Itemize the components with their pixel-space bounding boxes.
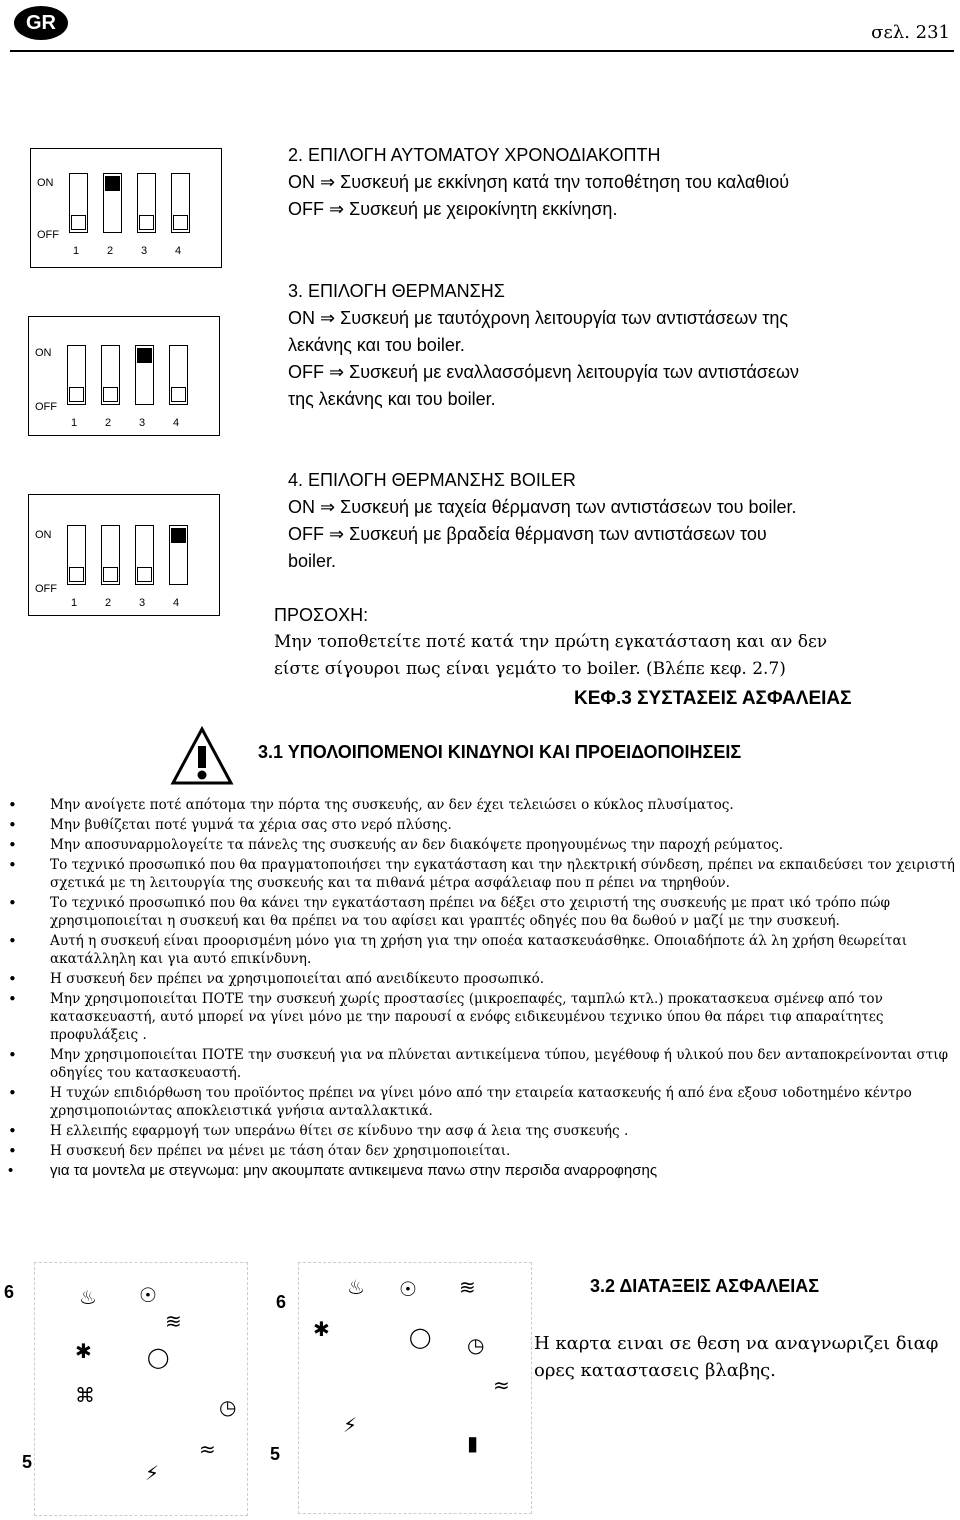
list-item: • Η συσκευή δεν πρέπει να χρησιμοποιείται από ανειδίκευτο προσωπικό. [8, 970, 958, 988]
wash-icon: ≋ [165, 1309, 182, 1333]
dip-switch-figure-4 [28, 494, 220, 616]
switch-number: 3 [139, 417, 146, 429]
list-item: • για τα μοντελα με στεγνωμα: μην ακουμπατε αντικειμενα πανω στην περσιδα αναρροφησης [8, 1162, 958, 1180]
clock-icon: ◷ [467, 1333, 485, 1357]
section-3-1-title: 3.1 ΥΠΟΛΟΙΠΟΜΕΝΟΙ ΚΙΝΔΥΝΟΙ ΚΑΙ ΠΡΟΕΙΔΟΠΟΙΗΣΕΙΣ [258, 742, 742, 762]
dip-switch-2 [101, 525, 120, 585]
list-item: • Η ελλειπής εφαρμογή των υπεράνω θίτει σε κίνδυνο την ασφ ά λεια της συσκευής . [8, 1122, 958, 1140]
list-item: • Μην ανοίγετε ποτέ απότομα την πόρτα της συσκευής, αν δεν έχει τελειώσει ο κύκλος πλυσίματος. [8, 796, 958, 814]
switch-number: 1 [71, 597, 78, 609]
section-3-2-body [534, 1330, 954, 1384]
dial-icon: ☉ [399, 1277, 417, 1301]
header-divider [10, 50, 954, 52]
list-item: • Μην βυθίζεται ποτέ γυμνά τα χέρια σας στο νερό πλύσης. [8, 816, 958, 834]
attention-block [274, 602, 954, 683]
lightning-icon: ⚡ [343, 1413, 358, 1437]
heater-icon: ≈ [493, 1373, 510, 1397]
switch-number: 2 [105, 417, 112, 429]
dip-switch-2 [101, 345, 120, 405]
attention-line-1: Μην τοποθετείτε ποτέ κατά την πρώτη εγκατάσταση και αν δεν [274, 632, 828, 652]
wash-icon: ≋ [459, 1275, 476, 1299]
on-label: ON [37, 177, 54, 189]
language-badge: GR [14, 6, 68, 40]
switch-number: 1 [73, 245, 80, 257]
dip-switch-1 [67, 345, 86, 405]
section-4 [288, 467, 948, 575]
section-2-title: 2. ΕΠΙΛΟΓΗ ΑΥΤΟΜΑΤΟΥ ΧΡΟΝΟΔΙΑΚΟΠΤΗ [288, 145, 661, 165]
chapter-title: ΚΕΦ.3 ΣΥΣΤΑΣΕΙΣ ΑΣΦΑΛΕΙΑΣ [574, 688, 852, 709]
timer-icon: ◯ [409, 1325, 432, 1349]
switch-number: 4 [175, 245, 182, 257]
section-4-title: 4. ΕΠΙΛΟΓΗ ΘΕΡΜΑΝΣΗΣ BOILER [288, 470, 576, 490]
dip-switch-3 [137, 173, 156, 233]
switch-number: 1 [71, 417, 78, 429]
list-item: • Αυτή η συσκευή είναι προορισμένη μόνο για τη χρήση για την οποέα κατασκευάσθηκε. Οποιαδήποτε άλ λη χρήση θεωρείται ακατάλληλη και γιa αυτό επικίνδυνη. [8, 932, 958, 968]
section-2-off: OFF ⇒ Συσκευή με χειροκίνητη εκκίνηση. [288, 199, 618, 219]
section-3-2-title: 3.2 ΔΙΑΤΑΞΕΙΣ ΑΣΦΑΛΕΙΑΣ [590, 1276, 820, 1296]
on-label: ON [35, 347, 52, 359]
panel-label-6: 6 [4, 1282, 15, 1302]
dip-switch-figure-2 [30, 148, 222, 268]
dial-icon: ☉ [139, 1283, 157, 1307]
section-2-on: ON ⇒ Συσκευή με εκκίνηση κατά την τοποθέτηση του καλαθιού [288, 172, 790, 192]
timer-icon: ◯ [147, 1345, 170, 1369]
dip-switch-4 [169, 525, 188, 585]
attention-title: ΠΡΟΣΟΧΗ: [274, 605, 369, 625]
thermometer-icon: ♨ [347, 1275, 365, 1299]
dip-switch-4 [169, 345, 188, 405]
control-panel-figure-b [298, 1262, 532, 1514]
section-3-2-line-2: ορες καταστασεις βλαβης. [534, 1360, 776, 1381]
off-label: OFF [37, 229, 59, 241]
dip-switch-4 [171, 173, 190, 233]
section-3-title: 3. ΕΠΙΛΟΓΗ ΘΕΡΜΑΝΣΗΣ [288, 281, 505, 301]
list-item: • Η συσκευή δεν πρέπει να μένει με τάση όταν δεν χρησιμοποιείται. [8, 1142, 958, 1160]
list-item: • Η τυχών επιδιόρθωση του προϊόντος πρέπει να γίνει μόνο από την εταιρεία κατασκευής ή από ένα εξουσ ιοδοτημένο κέντρο χρησιμοποιώντας αποκλειστικά γνήσια ανταλλακτικά. [8, 1084, 958, 1120]
section-3-on: ON ⇒ Συσκευή με ταυτόχρονη λειτουργία των αντιστάσεων της [288, 308, 789, 328]
section-4-on: ON ⇒ Συσκευή με ταχεία θέρμανση των αντιστάσεων του boiler. [288, 497, 797, 517]
off-label: OFF [35, 401, 57, 413]
section-2 [288, 142, 948, 223]
control-panel-figure-a [34, 1262, 248, 1516]
spray-icon: ✱ [313, 1317, 330, 1341]
on-label: ON [35, 529, 52, 541]
lightning-icon: ⚡ [145, 1461, 160, 1485]
panel-label-5: 5 [270, 1444, 281, 1464]
switch-number: 4 [173, 417, 180, 429]
list-item: • Μην αποσυναρμολογείτε τα πάνελς της συσκευής αν δεν διακόψετε προηγουμένως την παροχή ρεύματος. [8, 836, 958, 854]
thermometer-icon: ♨ [79, 1285, 97, 1309]
attention-line-2: είστε σίγουροι πως είναι γεμάτο το boiler. (Βλέπε κεφ. 2.7) [274, 659, 786, 679]
switch-number: 2 [105, 597, 112, 609]
warning-icon [170, 726, 234, 786]
section-4-off-cont: boiler. [288, 551, 337, 571]
switch-number: 3 [141, 245, 148, 257]
panel-label-6: 6 [276, 1292, 287, 1312]
section-3-on-cont: λεκάνης και του boiler. [288, 335, 465, 355]
dip-switch-1 [69, 173, 88, 233]
section-3-2-line-1: Η καρτα ειναι σε θεση να αναγνωριζει διαφ [534, 1333, 939, 1354]
dip-switch-2 [103, 173, 122, 233]
page-number: σελ. 231 [871, 22, 950, 43]
list-item: • Μην χρησιμοποιείται ΠΟΤΕ την συσκευή για να πλύνεται αντικείμενα τύπου, μεγέθουφ ή υλικού που δεν ανταποκρείνονται στιφ οδηγίες του κατασκευαστή. [8, 1046, 958, 1082]
section-3-off-cont: της λεκάνης και του boiler. [288, 389, 496, 409]
list-item: • Μην χρησιμοποιείται ΠΟΤΕ την συσκευή χωρίς προστασίες (μικροεπαφές, ταμπλώ κτλ.) προκατασκευα σμένεφ από τον κατασκευαστή, αυτό μπορεί να γίνει μόνο με την παρουσί α ενόφς ειδικευμένου τεχνικο ύπου θα πάρει τιφ απαραίτητες προφυλάξεις . [8, 990, 958, 1044]
switch-number: 4 [173, 597, 180, 609]
dip-switch-1 [67, 525, 86, 585]
list-item: • Το τεχνικό προσωπικό που θα κάνει την εγκατάσταση πρέπει να δέξει στο χειριστή της συσκευής με πρατ ικό τρόπο πώφ χρησιμοποιείται η συσκευή και θα πρέπει να του αφίσει και γραπτές οδηγές που θα δωθού ν μαζί με την συσκευή. [8, 894, 958, 930]
dip-switch-figure-3 [28, 316, 220, 436]
section-3-off: OFF ⇒ Συσκευή με εναλλασσόμενη λειτουργία των αντιστάσεων [288, 362, 799, 382]
spray-icon: ✱ [75, 1339, 92, 1363]
heater-icon: ≈ [199, 1437, 216, 1461]
switch-number: 2 [107, 245, 114, 257]
section-4-off: OFF ⇒ Συσκευή με βραδεία θέρμανση των αντιστάσεων του [288, 524, 767, 544]
panel-label-5: 5 [22, 1452, 33, 1472]
off-label: OFF [35, 583, 57, 595]
section-3 [288, 278, 948, 413]
drop-icon: ⌘ [75, 1383, 95, 1407]
switch-number: 3 [139, 597, 146, 609]
safety-warnings-list [8, 796, 958, 1182]
clock-icon: ◷ [219, 1395, 237, 1419]
level-icon: ▮ [467, 1431, 479, 1455]
list-item: • Το τεχνικό προσωπικό που θα πραγματοποιήσει την εγκατάσταση και την ηλεκτρική σύνδεση, πρέπει να εκπαιδεύσει τον χειριστή σχετικά με τη λειτουργία της συσκευής και τα πιθανά μέτρα ασφάλειαφ που π ρέπει να τηρηθούν. [8, 856, 958, 892]
dip-switch-3 [135, 525, 154, 585]
dip-switch-3 [135, 345, 154, 405]
